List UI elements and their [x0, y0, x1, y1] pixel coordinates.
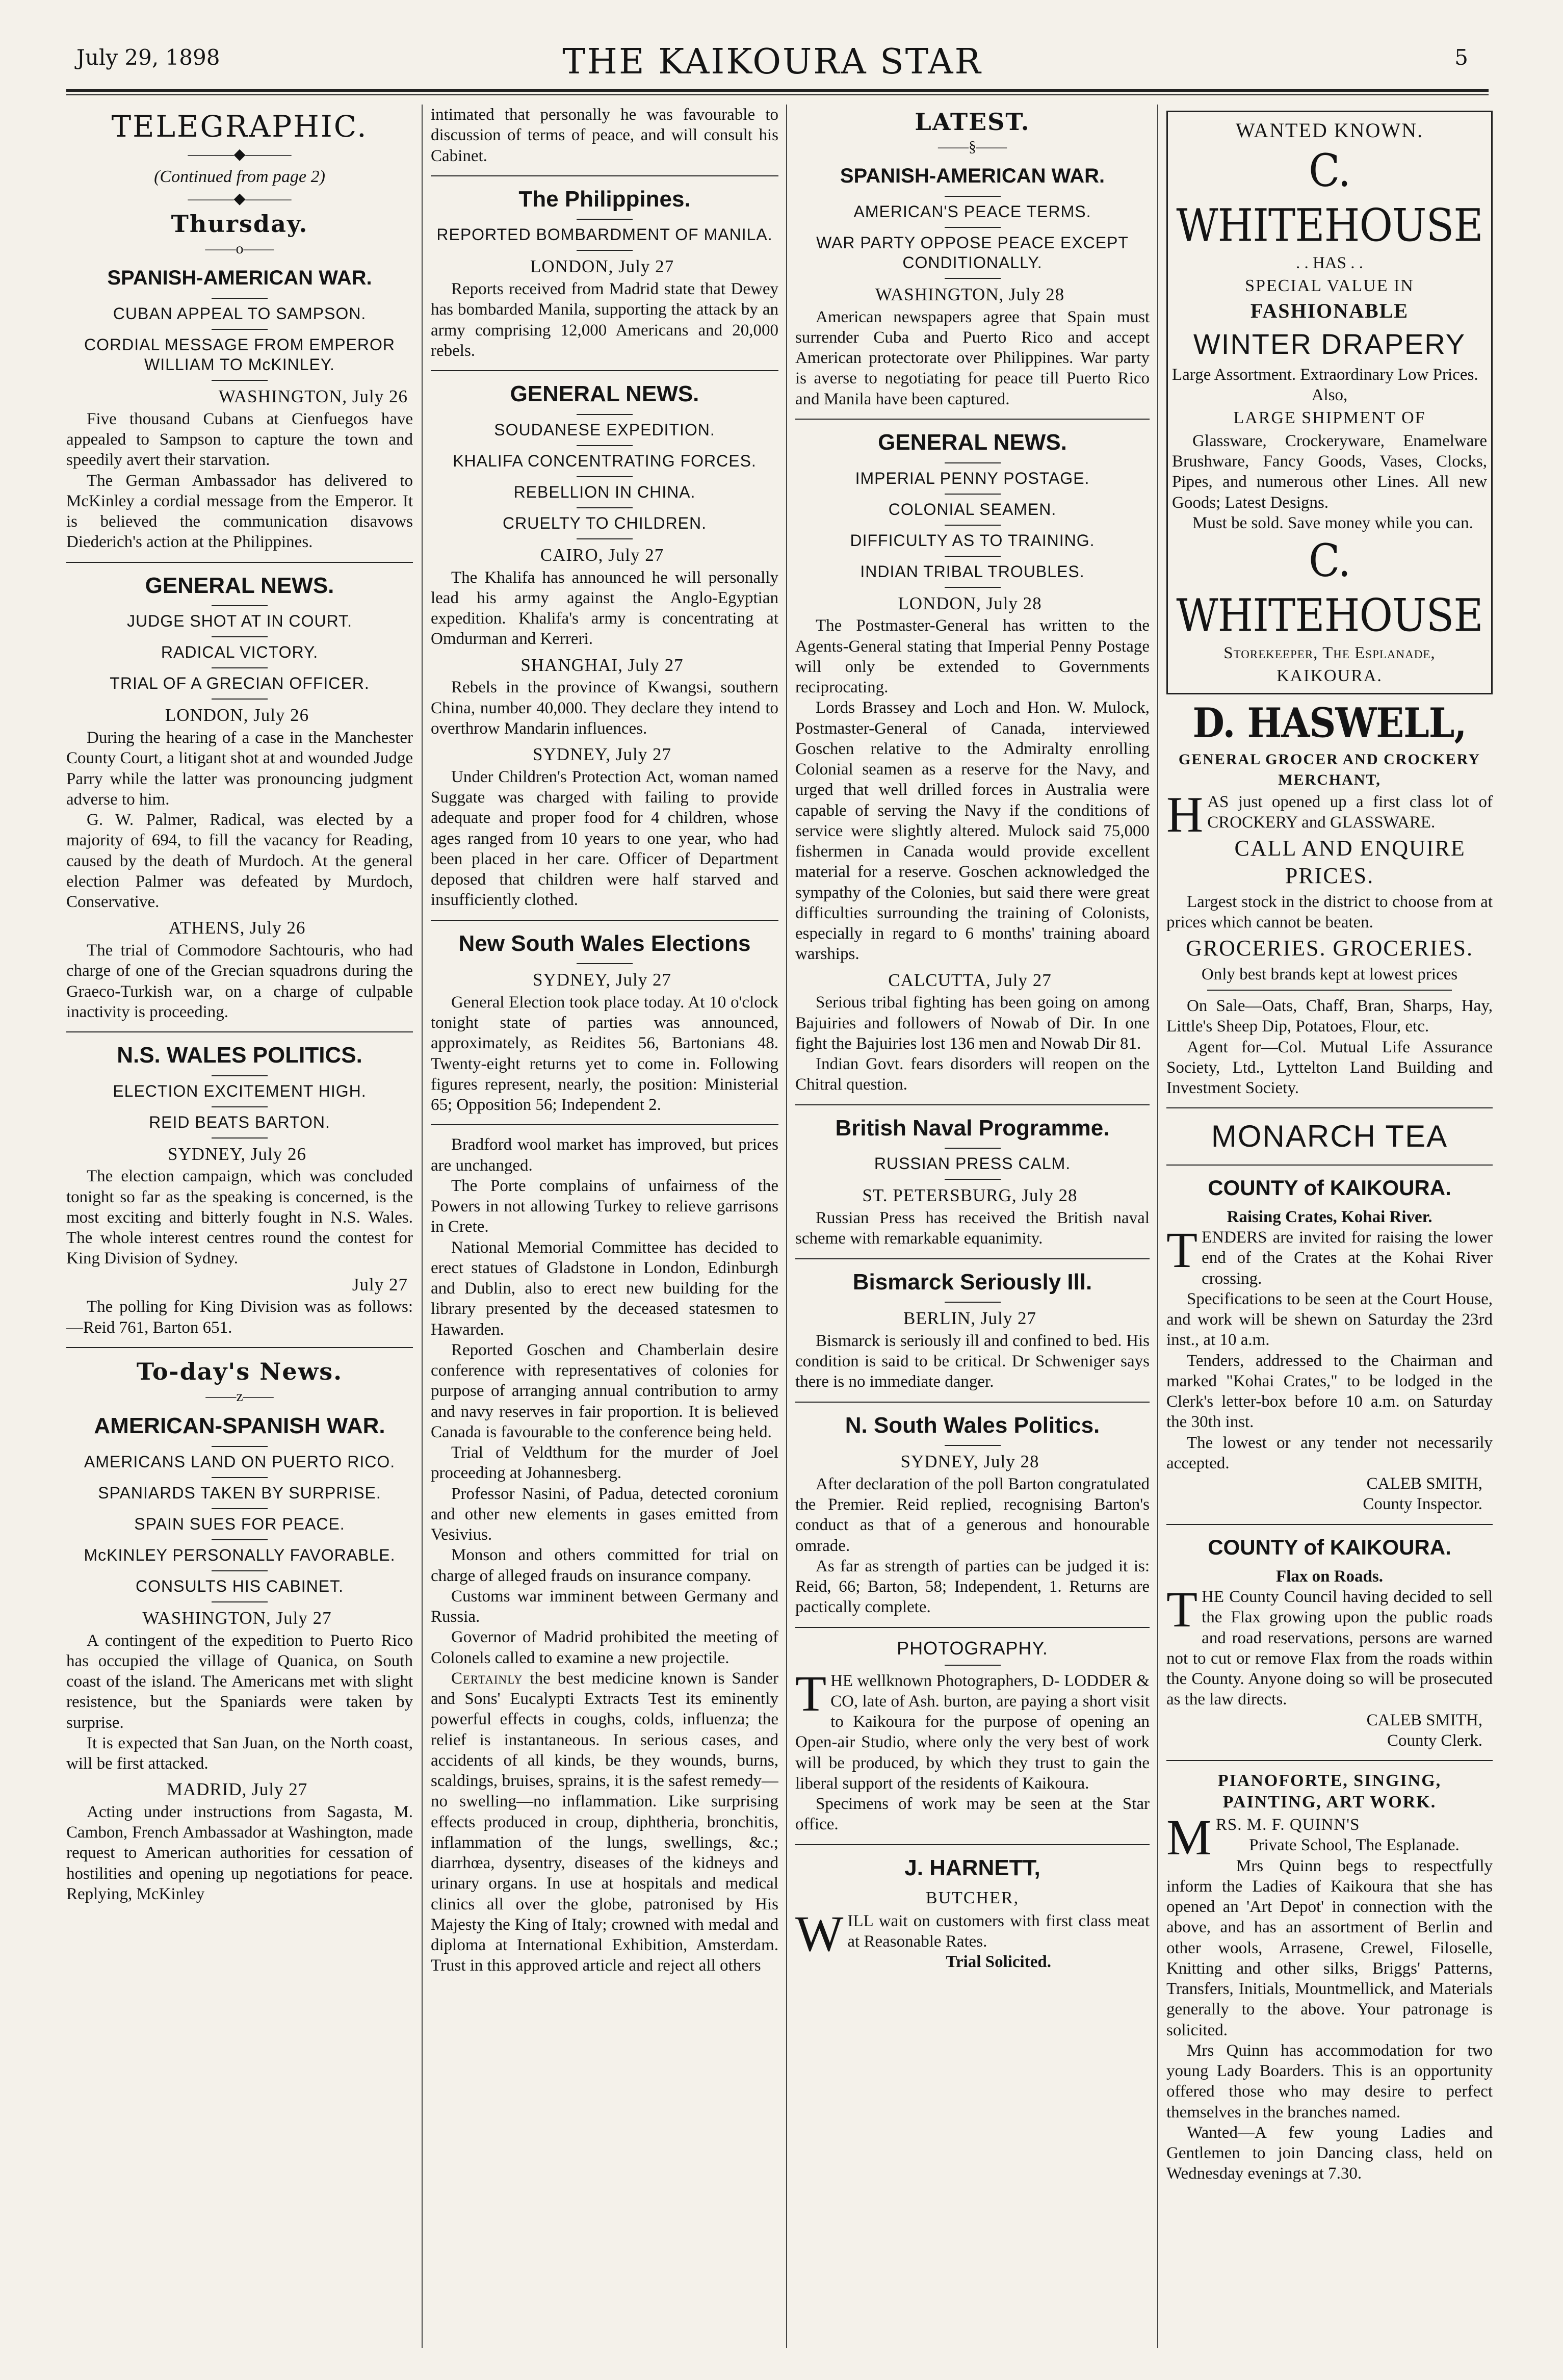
- article-text: Monson and others committed for trial on charge of alleged frauds on insurance company.: [431, 1546, 778, 1585]
- dateline: SHANGHAI, July 27: [520, 655, 684, 675]
- ad-text: Must be sold. Save money while you can.: [1192, 513, 1473, 532]
- news-subhead: McKINLEY PERSONALLY FAVORABLE.: [84, 1545, 396, 1564]
- ad-text: Tenders, addressed to the Chairman and marked "Kohai Crates," to be lodged in the Clerk's letter-box before 10 a.m. on Saturday the 30th inst.: [1166, 1351, 1493, 1432]
- ad-text: Specifications to be seen at the Court House, and work will be shewn on Saturday the 23rd inst., at 10 a.m.: [1166, 1289, 1493, 1350]
- news-subhead: ELECTION EXCITEMENT HIGH.: [113, 1081, 367, 1100]
- whitehouse-town: KAIKOURA.: [1277, 666, 1383, 686]
- article-text: National Memorial Committee has decided to erect statues of Gladstone in London, Edinburgh and Dublin, also to erect new building for the library presented by the deceased statesmen to Hawarden.: [431, 1238, 778, 1339]
- dateline: ST. PETERSBURG, July 28: [862, 1185, 1078, 1206]
- american-spanish-war-heading: AMERICAN-SPANISH WAR.: [94, 1413, 385, 1439]
- dateline: SYDNEY, July 26: [167, 1144, 307, 1164]
- county-subheading: Raising Crates, Kohai River.: [1227, 1207, 1432, 1226]
- latest-heading: LATEST.: [915, 108, 1030, 136]
- county-heading: COUNTY of KAIKOURA.: [1208, 1535, 1451, 1559]
- special-value: SPECIAL VALUE IN: [1245, 276, 1414, 296]
- whitehouse-has: . . HAS . .: [1295, 253, 1364, 272]
- news-subhead: JUDGE SHOT AT IN COURT.: [126, 612, 353, 631]
- whitehouse-name: C. WHITEHOUSE: [1176, 144, 1483, 251]
- article-text: Acting under instructions from Sagasta, M. Cambon, French Ambassador at Washington, made request to American authorities for cessation of hostilities and opening up negotiations for peace. Replying, McKinley: [66, 1802, 413, 1903]
- column-divider: [786, 105, 787, 2348]
- telegraphic-heading: TELEGRAPHIC.: [111, 109, 368, 144]
- naval-programme-heading: British Naval Programme.: [835, 1115, 1110, 1141]
- ad-text: Wanted—A few young Ladies and Gentlemen to join Dancing class, held on Wednesday evenings at 7.30.: [1166, 2123, 1493, 2183]
- ad-text: Mrs Quinn has accommodation for two young Lady Boarders. This is an opportunity offered those who may desire to perfect themselves in the branches named.: [1166, 2041, 1493, 2122]
- article-text: General Election took place today. At 10 o'clock tonight state of parties was announced, approximately, as Reidites 56, Bartonians 48. Twenty-eight returns yet to come in. Following figures represent, nearly, the position: Ministerial 65; Opposition 56; Independent 2.: [431, 993, 778, 1115]
- news-subhead: DIFFICULTY AS TO TRAINING.: [850, 531, 1095, 550]
- top-rule-thin: [66, 94, 1489, 95]
- philippines-heading: The Philippines.: [518, 186, 691, 212]
- article-text: Indian Govt. fears disorders will reopen on the Chitral question.: [795, 1055, 1150, 1094]
- ad-text: On Sale—Oats, Chaff, Bran, Sharps, Hay, Little's Sheep Dip, Potatoes, Flour, etc.: [1166, 997, 1493, 1036]
- article-text: Professor Nasini, of Padua, detected coronium and other new elements in gases emitted from Vesivius.: [431, 1484, 778, 1544]
- news-subhead: SOUDANESE EXPEDITION.: [494, 420, 715, 439]
- butcher-title: BUTCHER,: [925, 1889, 1020, 1908]
- continued-note: (Continued from page 2): [154, 167, 325, 186]
- whitehouse-address: Storekeeper, The Esplanade,: [1223, 644, 1436, 663]
- dateline: SYDNEY, July 27: [532, 970, 672, 990]
- article-text: intimated that personally he was favourable to discussion of terms of peace, and will consult his Cabinet.: [431, 106, 778, 165]
- dateline: WASHINGTON, July 27: [142, 1608, 332, 1628]
- war-heading: SPANISH-AMERICAN WAR.: [107, 267, 372, 290]
- war-subhead: CORDIAL MESSAGE FROM EMPEROR WILLIAM TO McKINLEY.: [84, 335, 395, 374]
- newspaper-title: THE KAIKOURA STAR: [562, 42, 982, 82]
- photography-heading: PHOTOGRAPHY.: [897, 1637, 1048, 1659]
- news-subhead: AMERICANS LAND ON PUERTO RICO.: [84, 1452, 396, 1471]
- article-text: American newspapers agree that Spain must surrender Cuba and Puerto Rico and accept American protectorate over Philippines. War party is averse to negotiating for peace till Puerto Rico and Manila have been captured.: [795, 307, 1150, 408]
- article-text: A contingent of the expedition to Puerto Rico has occupied the village of Quanica, on South coast of the island. The Americans met with slight resistence, but the Spaniards were taken by surprise.: [66, 1631, 413, 1732]
- nsw-politics-heading: N. South Wales Politics.: [845, 1412, 1100, 1438]
- article-text: G. W. Palmer, Radical, was elected by a majority of 694, to fill the vacancy for Reading, caused by the death of Murdoch. At the general election Palmer was defeated by Murdoch, Conservative.: [66, 811, 413, 912]
- article-text: Under Children's Protection Act, woman named Suggate was charged with failing to provide adequate and proper food for 4 children, whose ages ranged from 10 years to one year, who had been placed in her care. Officer of Department deposed that children were half starved and insufficiently clothed.: [431, 767, 778, 910]
- ornament: ——§——: [938, 138, 1007, 156]
- column-3: [795, 105, 1150, 2363]
- article-text: The election campaign, which was concluded tonight so far as the speaking is concerned, is the most exciting and bitterly fought in N.S. Wales. The whole interest centres round the contest for King Division of Sydney.: [66, 1167, 413, 1268]
- article-text: Lords Brassey and Loch and Hon. W. Mulock, Postmaster-General of Canada, interviewed Goschen relative to the Admiralty enrolling Colonial seamen as a reserve for the Navy, and urged that well drilled forces in Australia were capable of serving the Navy if the conditions of service were slightly altered. Mulock said 75,000 fishermen in Canada would provide excellent material for a reserve. Goschen acknowledged the sympathy of the Colonies, but said there were great difficulties surrounding the training of Colonists, especially in regard to 6 months' training aboard warships.: [795, 699, 1150, 964]
- drop-cap: W: [795, 1905, 844, 1962]
- article-text: Reports received from Madrid state that Dewey has bombarded Manila, supporting the attack by an army comprising 12,000 Americans and 20,000 rebels.: [431, 280, 778, 360]
- drop-cap: T: [1166, 1581, 1198, 1638]
- article-text: Trial of Veldthum for the murder of Joel proceeding at Johannesberg.: [431, 1443, 778, 1483]
- column-2: [431, 105, 778, 2363]
- news-subhead: SPAIN SUES FOR PEACE.: [134, 1514, 345, 1533]
- news-subhead: AMERICAN'S PEACE TERMS.: [853, 202, 1091, 221]
- ad-lead-word: Certainly: [451, 1669, 523, 1688]
- dateline: LONDON, July 27: [530, 256, 674, 277]
- ornament: ———◆———: [188, 190, 292, 208]
- issue-date: July 29, 1898: [76, 45, 220, 70]
- news-subhead: INDIAN TRIBAL TROUBLES.: [860, 562, 1085, 581]
- whitehouse-name: C. WHITEHOUSE: [1176, 534, 1483, 642]
- ornament: ——o——: [205, 240, 274, 257]
- ad-text: Largest stock in the district to choose from at prices which cannot be beaten.: [1166, 892, 1493, 932]
- also-label: Also,: [1311, 386, 1348, 405]
- haswell-ad-text: AS just opened up a first class lot of CROCKERY and GLASSWARE.: [1207, 792, 1493, 832]
- ad-text: Only best brands kept at lowest prices: [1201, 965, 1458, 984]
- county-notice: [1166, 1222, 1493, 1289]
- groceries-heading: GROCERIES. GROCERIES.: [1186, 936, 1473, 961]
- butcher-tagline: Trial Solicited.: [946, 1953, 1051, 1972]
- county-notice-text: HE County Council having decided to sell the Flax growing upon the public roads and road reservations, persons are warned not to cut or remove Flax from the roads within the County. Anyone doing so will be prosecuted as the law directs.: [1166, 1588, 1493, 1709]
- war-subhead: CUBAN APPEAL TO SAMPSON.: [113, 304, 367, 323]
- eucalypti-ad: the best medicine known is Sander and Sons' Eucalypti Extracts Test its eminently powerful effects in coughs, colds, influenza; the relief is instantaneous. In serious cases, and accidents of all kinds, be they wounds, burns, scaldings, bruises, sprains, it is the safest remedy—no swelling—no inflammation. Like surprising effects produced in croup, diphtheria, bronchitis, inflammation of the lungs, swellings, &c.; diarrhœa, dysentry, diseases of the kidneys and urinary organs. In use at hospitals and medical clinics all over the globe, patronised by His Majesty the King of Italy; crowned with medal and diploma at International Exhibition, Amsterdam. Trust in this approved article and reject all others: [431, 1669, 778, 1975]
- haswell-name: D. HASWELL,: [1192, 699, 1467, 747]
- butcher-ad-text: ILL wait on customers with first class meat at Reasonable Rates.: [847, 1911, 1150, 1951]
- dateline: SYDNEY, July 28: [900, 1452, 1039, 1472]
- article-text: As far as strength of parties can be judged it is: Reid, 66; Barton, 58; Independent, 1. Returns are pactically complete.: [795, 1557, 1150, 1617]
- dateline: ATHENS, July 26: [168, 918, 306, 938]
- dateline: July 27: [352, 1274, 408, 1295]
- county-notice: [1166, 1581, 1493, 1710]
- dateline: WASHINGTON, July 28: [875, 284, 1065, 304]
- news-subhead: COLONIAL SEAMEN.: [888, 500, 1057, 519]
- photography-ad-text: HE wellknown Photographers, D- LODDER & CO, late of Ash. burton, are paying a short visit to Kaikoura for the purpose of opening an Open-air Studio, where only the very best of work will be produced, by which they trust to gain the liberal support of the residents of Kaikoura.: [795, 1671, 1150, 1793]
- monarch-tea: MONARCH TEA: [1211, 1119, 1448, 1154]
- ad-text: Large Assortment. Extraordinary Low Prices.: [1172, 365, 1478, 384]
- general-news-heading: GENERAL NEWS.: [510, 381, 699, 407]
- news-subhead: IMPERIAL PENNY POSTAGE.: [855, 469, 1090, 487]
- bismarck-heading: Bismarck Seriously Ill.: [852, 1269, 1092, 1295]
- dateline: LONDON, July 26: [165, 705, 309, 726]
- winter-drapery: WINTER DRAPERY: [1193, 327, 1466, 360]
- drop-cap: T: [1166, 1222, 1198, 1279]
- news-subhead: WAR PARTY OPPOSE PEACE EXCEPT CONDITIONALLY.: [816, 233, 1129, 272]
- ornament: ———◆———: [188, 145, 292, 163]
- article-text: The trial of Commodore Sachtouris, who had charge of one of the Grecian squadrons during the Graeco-Turkish war, on a charge of culpable inactivity is proceeding.: [66, 941, 413, 1021]
- news-subhead: TRIAL OF A GRECIAN OFFICER.: [110, 674, 370, 693]
- whitehouse-ad: [1166, 111, 1493, 694]
- butcher-ad: [795, 1905, 1150, 1962]
- top-rule: [66, 89, 1489, 92]
- page-number: 5: [1454, 45, 1468, 70]
- article-text: Governor of Madrid prohibited the meeting of Colonels called to examine a new projectile.: [431, 1628, 778, 1667]
- article-text: Bismarck is seriously ill and confined to bed. His condition is said to be critical. Dr Schweniger says there is no immediate danger.: [795, 1331, 1150, 1391]
- article-text: Customs war imminent between Germany and Russia.: [431, 1587, 778, 1626]
- signature-title: County Clerk.: [1387, 1731, 1482, 1750]
- article-text: The Postmaster-General has written to the Agents-General stating that Imperial Penny Postage will only be extended to Governments reciprocating.: [795, 616, 1150, 697]
- fashionable: FASHIONABLE: [1250, 299, 1409, 322]
- wanted-known: WANTED KNOWN.: [1235, 119, 1424, 142]
- article-text: The German Ambassador has delivered to McKinley a cordial message from the Emperor. It is believed the communication disavows Diederich's action at the Philippines.: [66, 471, 413, 552]
- county-subheading: Flax on Roads.: [1276, 1567, 1383, 1586]
- news-subhead: REBELLION IN CHINA.: [513, 482, 696, 501]
- dateline: CALCUTTA, July 27: [888, 970, 1052, 990]
- signature-title: County Inspector.: [1363, 1495, 1482, 1514]
- dateline: CAIRO, July 27: [540, 545, 664, 565]
- news-subhead: RUSSIAN PRESS CALM.: [874, 1154, 1071, 1173]
- general-news-heading: GENERAL NEWS.: [145, 573, 334, 598]
- quinn-name: RS. M. F. QUINN'S: [1215, 1816, 1360, 1834]
- signature: CALEB SMITH,: [1366, 1474, 1482, 1493]
- article-text: The Khalifa has announced he will personally lead his army against the Anglo-Egyptian expedition. Khalifa's army is concentrating at Omdurman and Kerreri.: [431, 568, 778, 649]
- county-notice-text: ENDERS are invited for raising the lower end of the Crates at the Kohai River crossing.: [1202, 1228, 1493, 1288]
- masthead: [76, 42, 1468, 82]
- article-text: The polling for King Division was as follows:—Reid 761, Barton 651.: [66, 1298, 413, 1337]
- butcher-name: J. HARNETT,: [904, 1855, 1040, 1880]
- pianoforte-heading: PIANOFORTE, SINGING, PAINTING, ART WORK.: [1217, 1771, 1442, 1812]
- news-subhead: SPANIARDS TAKEN BY SURPRISE.: [98, 1483, 381, 1502]
- news-subhead: RADICAL VICTORY.: [161, 643, 319, 662]
- day-heading: Thursday.: [171, 210, 308, 238]
- large-shipment: LARGE SHIPMENT OF: [1233, 408, 1426, 428]
- general-news-heading: GENERAL NEWS.: [878, 429, 1067, 455]
- ad-text: Glassware, Crockeryware, Enamelware Brushware, Fancy Goods, Vases, Clocks, Pipes, and numerous other Lines. All new Goods; Latest Designs.: [1172, 431, 1487, 512]
- photography-note: Specimens of work may be seen at the Star office.: [795, 1795, 1150, 1834]
- column-divider: [1157, 105, 1158, 2348]
- column-divider: [422, 105, 423, 2348]
- article-text: During the hearing of a case in the Manchester County Court, a litigant shot at and wounded Judge Parry while the latter was pronouncing judgment adverse to him.: [66, 729, 413, 809]
- ornament: ——z——: [205, 1388, 274, 1405]
- article-text: Five thousand Cubans at Cienfuegos have appealed to Sampson to capture the town and speedily avert their starvation.: [66, 409, 413, 470]
- war-heading: SPANISH-AMERICAN WAR.: [840, 165, 1105, 188]
- article-text: Serious tribal fighting has been going on among Bajuiries and followers of Nowab of Dir. In one fight the Bajuiries lost 136 men and Nowab Dir 81.: [795, 993, 1150, 1053]
- article-text: After declaration of the poll Barton congratulated the Premier. Reid replied, recognising Barton's conduct as that of a generous and honourable omrade.: [795, 1474, 1150, 1555]
- signature: CALEB SMITH,: [1366, 1711, 1482, 1729]
- news-subhead: KHALIFA CONCENTRATING FORCES.: [453, 451, 757, 470]
- drop-cap: T: [795, 1665, 827, 1722]
- ad-text: The lowest or any tender not necessarily accepted.: [1166, 1433, 1493, 1472]
- photography-ad: [795, 1665, 1150, 1794]
- news-subhead: REID BEATS BARTON.: [149, 1113, 330, 1131]
- ad-text: Agent for—Col. Mutual Life Assurance Society, Ltd., Lyttelton Land Building and Investment Society.: [1166, 1038, 1493, 1098]
- nsw-politics-heading: N.S. WALES POLITICS.: [117, 1043, 362, 1068]
- haswell-title: MERCHANT,: [1278, 771, 1381, 789]
- call-and-enquire: CALL AND ENQUIRE PRICES.: [1234, 836, 1466, 889]
- dateline: WASHINGTON, July 26: [218, 386, 408, 407]
- article-text: The Porte complains of unfairness of the Powers in not allowing Turkey to relieve garrisons in Crete.: [431, 1176, 778, 1236]
- drop-cap: H: [1166, 786, 1204, 843]
- article-text: Rebels in the province of Kwangsi, southern China, number 40,000. They declare they intend to overthrow Mandarin influences.: [431, 678, 778, 738]
- ad-text: Mrs Quinn begs to respectfully inform the Ladies of Kaikoura that she has opened an 'Art Depot' in connection with the above, and has an assortment of Berlin and other wools, Arrasene, Crewel, Filoselle, Knitting and other silks, Briggs' Patterns, Transfers, Initials, Mountmellick, and Materials generally to the above. Your patronage is solicited.: [1166, 1856, 1493, 2039]
- dateline: SYDNEY, July 27: [532, 744, 672, 765]
- column-4: [1166, 105, 1493, 2363]
- news-subhead: CONSULTS HIS CABINET.: [135, 1576, 344, 1595]
- article-text: Bradford wool market has improved, but prices are unchanged.: [431, 1135, 778, 1175]
- article-text: It is expected that San Juan, on the North coast, will be first attacked.: [66, 1734, 413, 1773]
- county-heading: COUNTY of KAIKOURA.: [1208, 1175, 1451, 1200]
- nsw-elections-heading: New South Wales Elections: [458, 930, 751, 956]
- drop-cap: M: [1166, 1809, 1212, 1866]
- dateline: BERLIN, July 27: [903, 1308, 1036, 1329]
- column-1: [66, 105, 413, 2363]
- article-text: Russian Press has received the British naval scheme with remarkable equanimity.: [795, 1209, 1150, 1248]
- haswell-title: GENERAL GROCER AND CROCKERY: [1178, 751, 1481, 768]
- advertisement-text: [431, 1668, 778, 1976]
- dateline: MADRID, July 27: [166, 1779, 308, 1800]
- todays-news-heading: To-day's News.: [136, 1357, 343, 1385]
- haswell-ad: [1166, 786, 1493, 843]
- news-subhead: REPORTED BOMBARDMENT OF MANILA.: [436, 225, 773, 244]
- dateline: LONDON, July 28: [898, 593, 1042, 613]
- news-subhead: CRUELTY TO CHILDREN.: [503, 513, 707, 532]
- article-text: Reported Goschen and Chamberlain desire conference with representatives of colonies for purpose of arranging annual contribution to army and navy reserves in fair proportion. It is believed Canada is favourable to the conference being held.: [431, 1340, 778, 1441]
- quinn-school: Private School, The Esplanade.: [1249, 1836, 1460, 1855]
